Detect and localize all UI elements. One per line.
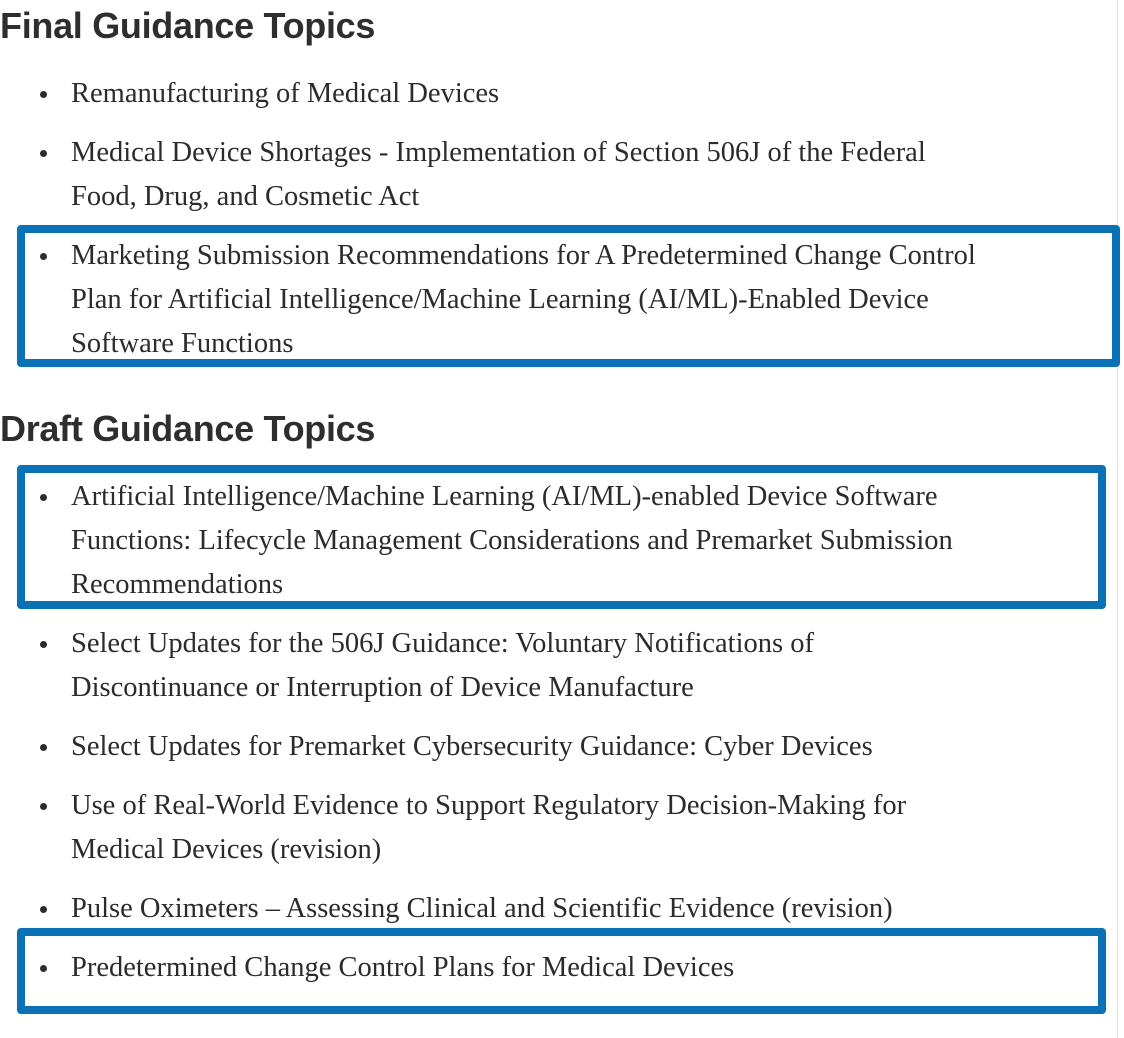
draft-item-1-text: Artificial Intelligence/Machine Learning (AI/ML)-enabled Device Software Functions: Lifecycle Management Considerations and Premarket Submission Recommendations [71, 481, 953, 600]
bullet-icon [40, 803, 47, 810]
bullet-icon [40, 906, 47, 913]
bullet-icon [40, 150, 47, 157]
draft-guidance-heading: Draft Guidance Topics [0, 408, 376, 449]
final-guidance-heading: Final Guidance Topics [0, 5, 376, 46]
bullet-icon [40, 91, 47, 98]
draft-item-3-text: Select Updates for Premarket Cybersecurity Guidance: Cyber Devices [71, 731, 873, 762]
highlight-box-draft-aiml [17, 465, 1106, 609]
highlight-box-draft-pccp [17, 928, 1106, 1014]
bullet-icon [40, 744, 47, 751]
draft-item-5-text: Pulse Oximeters – Assessing Clinical and Scientific Evidence (revision) [71, 893, 893, 924]
highlight-box-final-aiml [17, 225, 1120, 367]
draft-item-4-text: Use of Real-World Evidence to Support Regulatory Decision-Making for Medical Devices (revision) [71, 790, 907, 865]
final-item-3-text: Marketing Submission Recommendations for A Predetermined Change Control Plan for Artificial Intelligence/Machine Learning (AI/ML)-Enabled Device Software Functions [71, 240, 976, 359]
draft-item-2-text: Select Updates for the 506J Guidance: Voluntary Notifications of Discontinuance or Interruption of Device Manufacture [71, 628, 814, 703]
final-item-1-text: Remanufacturing of Medical Devices [71, 78, 500, 109]
draft-item-6-text: Predetermined Change Control Plans for Medical Devices [71, 952, 735, 983]
bullet-icon [40, 641, 47, 648]
final-item-2-text: Medical Device Shortages - Implementation of Section 506J of the Federal Food, Drug, and Cosmetic Act [71, 137, 926, 212]
content-right-border [1117, 0, 1118, 1038]
